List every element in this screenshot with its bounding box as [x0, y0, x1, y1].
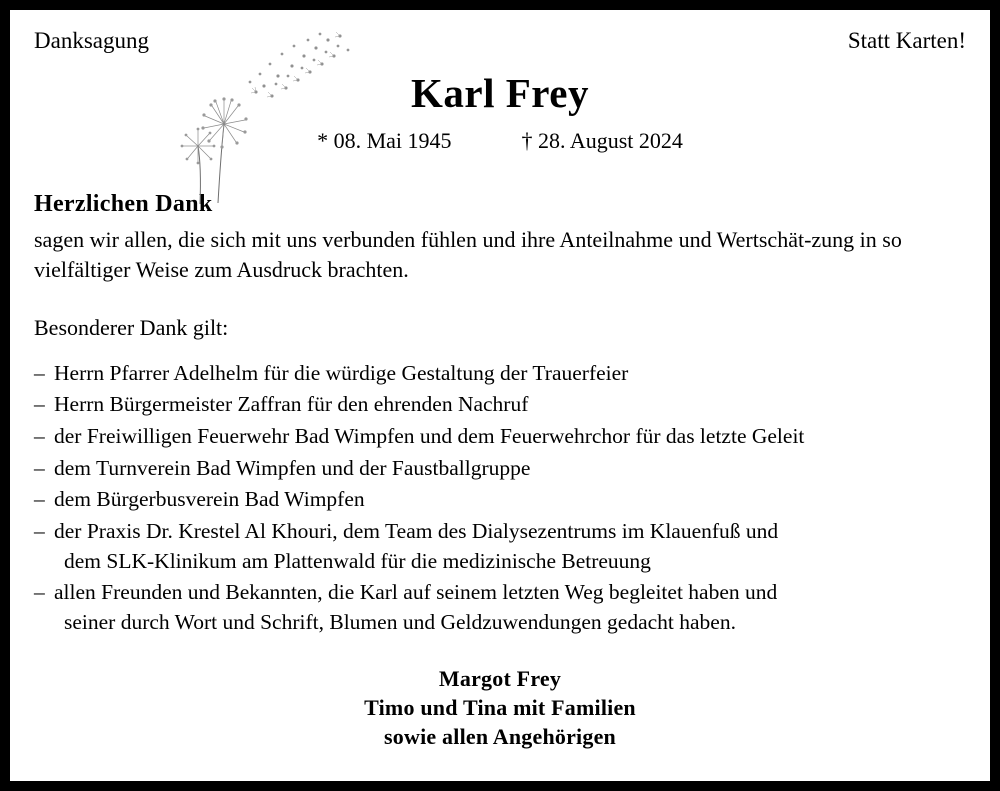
list-item — [34, 454, 966, 484]
signature-line: Timo und Tina mit Familien — [364, 694, 636, 720]
header-label-danksagung: Danksagung — [34, 28, 149, 53]
list-dash: – — [34, 424, 45, 449]
list-item-text: dem Bürgerbusverein Bad Wimpfen — [54, 487, 365, 512]
deceased-name: Karl Frey — [411, 70, 589, 117]
signature-line: sowie allen Angehörigen — [384, 724, 616, 750]
thanks-list — [34, 359, 966, 638]
list-dash: – — [34, 519, 45, 544]
list-item — [34, 422, 966, 452]
birth-date: * 08. Mai 1945 — [317, 128, 452, 154]
list-item-text-continued: seiner durch Wort und Schrift, Blumen und Geldzuwendungen gedacht haben. — [64, 609, 736, 634]
list-item — [34, 578, 966, 637]
list-item-text-continued: dem SLK-Klinikum am Plattenwald für die medizinische Betreuung — [64, 548, 651, 573]
list-dash: – — [34, 392, 45, 417]
list-dash: – — [34, 580, 45, 605]
thanks-title: Herzlichen Dank — [34, 191, 213, 218]
list-dash: – — [34, 487, 45, 512]
list-item-text: der Praxis Dr. Krestel Al Khouri, dem Team des Dialysezentrums im Klauenfuß und — [54, 519, 779, 544]
card-inner — [10, 10, 990, 781]
card-body — [34, 188, 966, 637]
list-item — [34, 359, 966, 389]
header-label-statt-karten: Statt Karten! — [847, 28, 966, 53]
life-dates — [34, 128, 966, 154]
list-item-text: der Freiwilligen Feuerwehr Bad Wimpfen und dem Feuerwehrchor für das letzte Geleit — [54, 424, 805, 449]
list-item-text: Herrn Pfarrer Adelhelm für die würdige Gestaltung der Trauerfeier — [54, 360, 629, 385]
card-header — [34, 28, 966, 53]
thanks-text: sagen wir allen, die sich mit uns verbunden fühlen und ihre Anteilnahme und Wertschät-zung in so vielfältiger Weise zum Ausdruck brachten. — [34, 227, 902, 282]
name-block — [34, 71, 966, 154]
signature-line: Margot Frey — [438, 665, 562, 691]
special-thanks-lead: Besonderer Dank gilt: — [34, 314, 229, 340]
list-item — [34, 485, 966, 515]
list-dash: – — [34, 360, 45, 385]
list-item-text: Herrn Bürgermeister Zaffran für den ehrenden Nachruf — [54, 392, 529, 417]
list-item — [34, 517, 966, 576]
list-dash: – — [34, 455, 45, 480]
list-item-text: allen Freunden und Bekannten, die Karl auf seinem letzten Weg begleitet haben und — [54, 580, 778, 605]
list-item-text: dem Turnverein Bad Wimpfen und der Faustballgruppe — [54, 455, 531, 480]
signature-block — [34, 664, 966, 752]
death-date: † 28. August 2024 — [521, 128, 683, 154]
list-item — [34, 390, 966, 420]
